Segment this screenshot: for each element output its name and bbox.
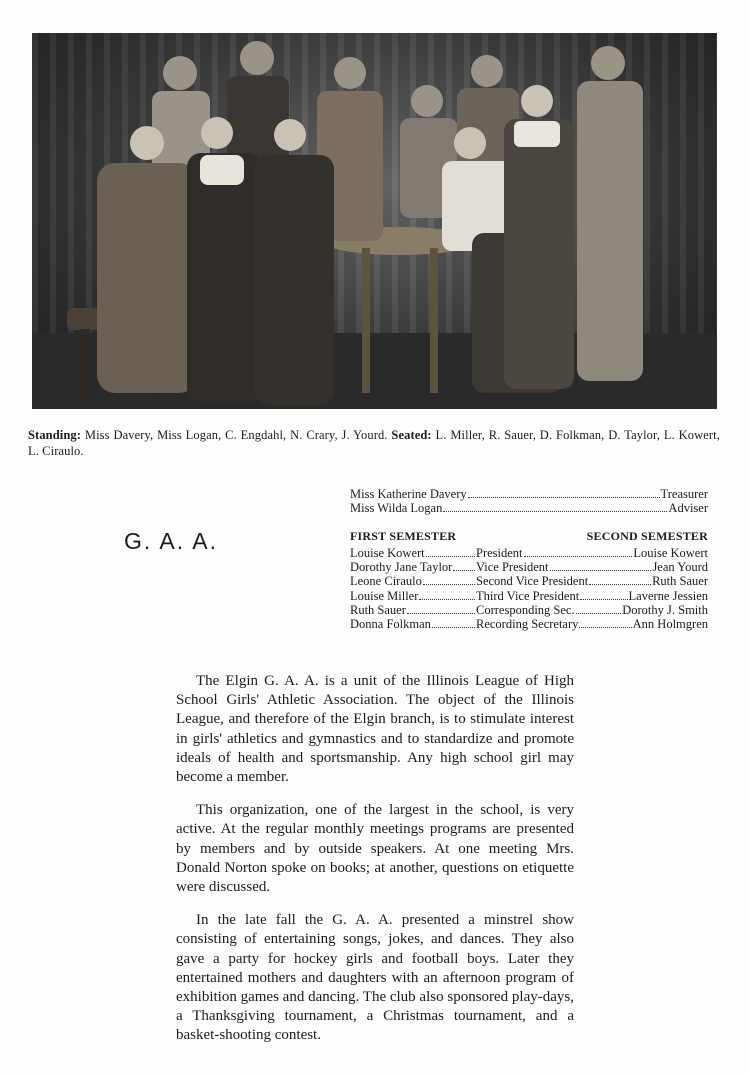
second-officer: Laverne Jessien [628, 588, 708, 603]
leader-dots [426, 556, 475, 557]
caption-seated-label: Seated: [391, 428, 432, 442]
leader-dots [407, 613, 475, 614]
office-title: Third Vice President [476, 588, 580, 603]
leader-dots [524, 556, 633, 557]
paragraph: In the late fall the G. A. A. presented a minstrel show consisting of entertaining songs, jokes, and dances. They also gave a party for hockey girls and football boys. Later they entertained mothers and daughters with an afternoon program of exhibition games and dancing. The club also sponsored play-days, a Thanksgiving tournament, a Christmas tournament, and a basket-shooting contest. [176, 912, 574, 1044]
second-officer: Ruth Sauer [652, 574, 708, 589]
caption-seated-names-2: D. Taylor, L. Kowert, L. Ciraulo. [28, 428, 720, 458]
group-photo-icon [32, 33, 717, 409]
leader-dots [443, 511, 667, 512]
officer-row [350, 603, 708, 617]
second-semester-heading: SECOND SEMESTER [586, 528, 708, 543]
leader-dots [419, 599, 475, 600]
semester-headings [350, 529, 708, 543]
first-officer: Louise Kowert [350, 545, 425, 560]
leader-dots [432, 627, 475, 628]
second-officer: Ann Holmgren [632, 617, 708, 632]
caption-standing-label: Standing: [28, 428, 82, 442]
advisor-name: Miss Wilda Logan [350, 501, 443, 516]
advisor-name: Miss Katherine Davery [350, 487, 467, 501]
first-officer: Ruth Sauer [350, 603, 406, 618]
office-title: Vice President [476, 560, 549, 575]
caption-seated-names-1: L. Miller, R. Sauer, D. Folkman, [435, 428, 605, 442]
office-title: President [476, 545, 523, 560]
advisor-role: Adviser [668, 501, 708, 516]
article-body [176, 672, 574, 1060]
caption-standing-names: Miss Davery, Miss Logan, C. Engdahl, N. Crary, J. Yourd. [84, 428, 388, 442]
leader-dots [580, 599, 627, 600]
officer-row [350, 560, 708, 574]
officer-row [350, 546, 708, 560]
advisor-role: Treasurer [660, 487, 708, 501]
leader-dots [550, 570, 652, 571]
second-officer: Jean Yourd [652, 560, 708, 575]
second-officer: Louise Kowert [633, 545, 708, 560]
leader-dots [589, 584, 651, 585]
advisor-row [350, 487, 708, 501]
office-title: Corresponding Sec. [476, 603, 575, 618]
leader-dots [468, 497, 660, 498]
group-photo [32, 33, 717, 409]
office-title: Recording Secretary [476, 617, 579, 632]
leader-dots [576, 613, 622, 614]
leader-dots [579, 627, 631, 628]
first-officer: Donna Folkman [350, 617, 431, 632]
paragraph: This organization, one of the largest in the school, is very active. At the regular monthly meetings programs are presented by members and by outside speakers. At one meeting Mrs. Donald Norton spoke on books; at another, questions on etiquette were discussed. [176, 802, 574, 896]
advisor-row [350, 501, 708, 515]
officer-row [350, 589, 708, 603]
photo-caption [28, 427, 720, 459]
second-officer: Dorothy J. Smith [622, 603, 708, 618]
first-officer: Louise Miller [350, 588, 419, 603]
officers-list [350, 487, 708, 632]
first-officer: Dorothy Jane Taylor [350, 560, 453, 575]
officer-row [350, 617, 708, 631]
leader-dots [423, 584, 475, 585]
leader-dots [453, 570, 475, 571]
paragraph: The Elgin G. A. A. is a unit of the Illinois League of High School Girls' Athletic Association. The object of the Illinois League, and therefore of the Elgin branch, is to stimulate interest in girls' athletics and gymnastics and to standardize and promote ideals of health and sportsmanship. Any high school girl may become a member. [176, 673, 574, 786]
first-officer: Leone Ciraulo [350, 574, 422, 589]
officer-row [350, 574, 708, 588]
office-title: Second Vice President [476, 574, 589, 589]
first-semester-heading: FIRST SEMESTER [350, 528, 457, 543]
page-title: G. A. A. [124, 528, 218, 554]
